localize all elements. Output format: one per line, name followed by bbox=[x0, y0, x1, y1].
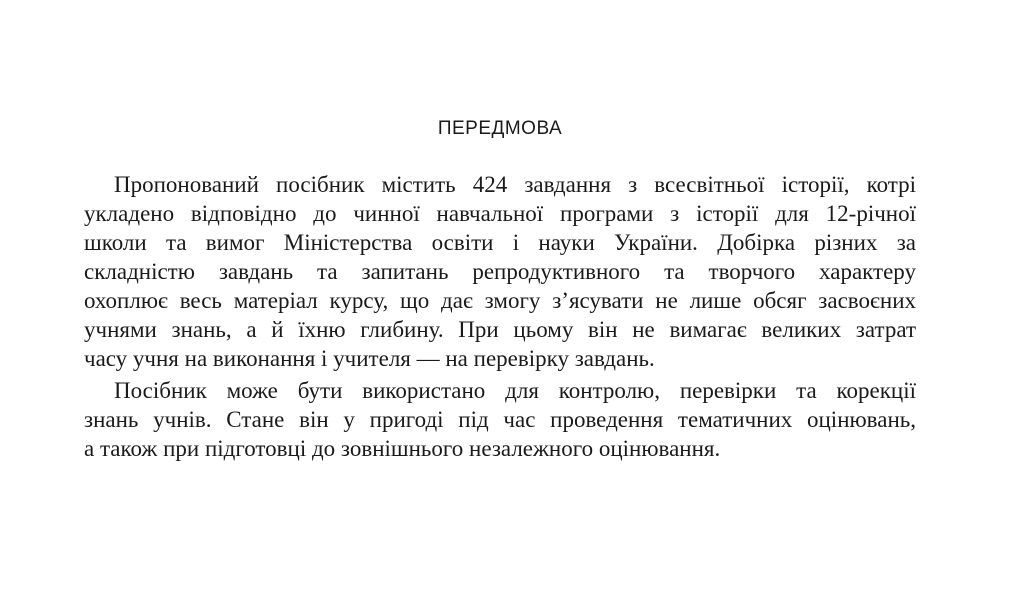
text-line: знань учнів. Стане він у пригоді під час проведення тематичних оцінювань, bbox=[84, 407, 916, 432]
text-line: складністю завдань та запитань репродуктивного та творчого характеру bbox=[84, 259, 916, 284]
text-line: Пропонований посібник містить 424 завдання з всесвітньої історії, котрі bbox=[114, 172, 916, 197]
text-line: школи та вимог Міністерства освіти і науки України. Добірка різних за bbox=[84, 230, 916, 255]
page-title: ПЕРЕДМОВА bbox=[437, 118, 563, 139]
text-line: часу учня на виконання і учителя — на перевірку завдань. bbox=[84, 346, 655, 371]
text-line: а також при підготовці до зовнішнього незалежного оцінювання. bbox=[84, 436, 721, 461]
paragraph-1 bbox=[84, 170, 916, 373]
text-line: охоплює весь матеріал курсу, що дає змогу з’ясувати не лише обсяг засвоєних bbox=[84, 288, 916, 313]
text-line: укладено відповідно до чинної навчальної програми з історії для 12-річної bbox=[84, 201, 916, 226]
paragraph-2 bbox=[84, 376, 916, 463]
text-line: Посібник може бути використано для контролю, перевірки та корекції bbox=[114, 378, 916, 403]
document-body bbox=[84, 170, 916, 466]
text-line: учнями знань, а й їхню глибину. При цьому він не вимагає великих затрат bbox=[84, 317, 916, 342]
